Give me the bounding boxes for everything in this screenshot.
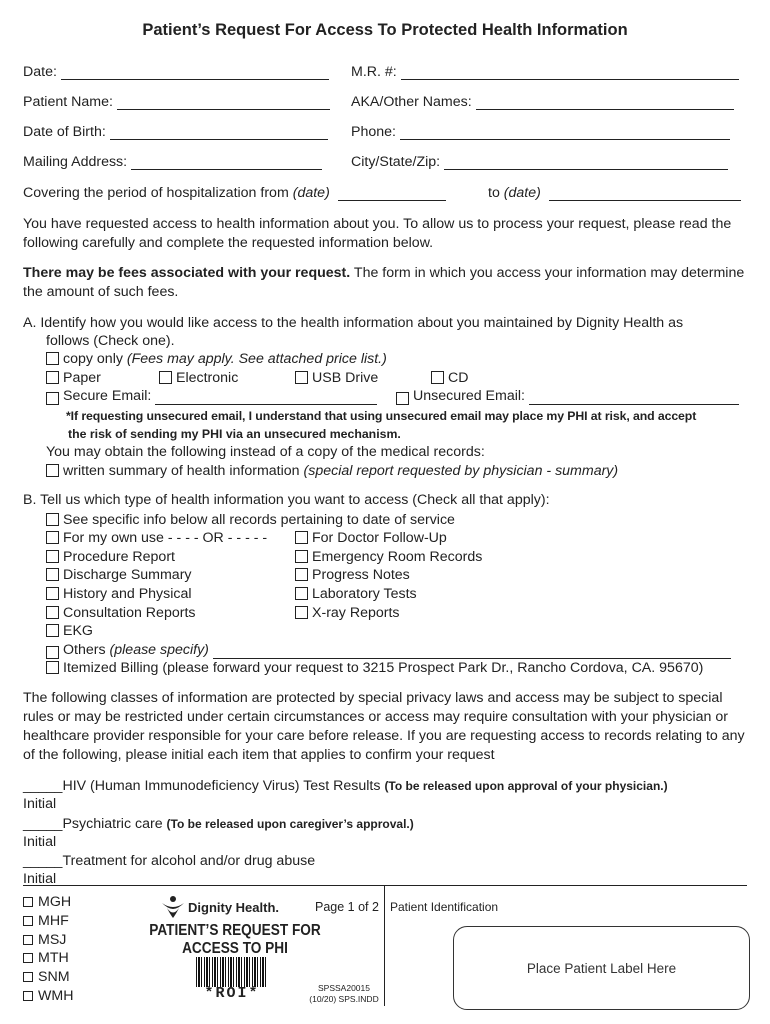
discharge-option[interactable]	[46, 566, 192, 584]
summary-option[interactable]	[46, 462, 618, 480]
patient-name-label: Patient Name:	[23, 94, 113, 110]
usb-option[interactable]	[295, 369, 378, 387]
billing-checkbox[interactable]	[46, 661, 59, 674]
initial-hiv[interactable]	[23, 777, 668, 795]
row-name-aka	[23, 94, 745, 114]
dignity-logo-icon	[160, 895, 186, 919]
initial-note: (To be released upon caregiver’s approval.)	[166, 817, 414, 831]
intro-paragraph: You have requested access to health information about you. To allow us to process your request, please read the following carefully and complete the requested information below.	[23, 216, 732, 251]
mr-label: M.R. #:	[351, 64, 397, 80]
mailing-field[interactable]	[131, 155, 322, 170]
lab-checkbox[interactable]	[295, 587, 308, 600]
own-use-checkbox[interactable]	[46, 531, 59, 544]
covering-label: Covering the period of hospitalization from	[23, 185, 289, 201]
copy-only-option[interactable]	[46, 350, 387, 368]
form-title-line2: ACCESS TO PHI	[182, 940, 288, 957]
others-option[interactable]	[46, 641, 731, 659]
warning-line1: *If requesting unsecured email, I understand that using unsecured email may place my PHI at risk, and accept	[66, 409, 697, 423]
xray-option[interactable]	[295, 604, 400, 622]
copy-only-label: copy only	[63, 351, 123, 367]
facility-item[interactable]	[23, 949, 73, 968]
electronic-option[interactable]	[159, 369, 238, 387]
consult-option[interactable]	[46, 604, 196, 622]
page-number: Page 1 of 2	[315, 900, 379, 914]
facility-item[interactable]	[23, 893, 73, 912]
er-label: Emergency Room Records	[312, 549, 483, 565]
own-use-label: For my own use - - - - OR - - - - -	[63, 530, 268, 546]
usb-label: USB Drive	[312, 370, 379, 386]
history-checkbox[interactable]	[46, 587, 59, 600]
barcode	[196, 957, 268, 987]
barcode-text: *ROI*	[204, 985, 260, 1002]
initial-text: Psychiatric care	[62, 816, 163, 832]
fees-rest: The form in which you access your information may determine the amount of such fees.	[23, 265, 745, 300]
patient-label-box[interactable]	[453, 926, 750, 1010]
summary-note: (special report requested by physician - summary)	[303, 463, 619, 479]
progress-checkbox[interactable]	[295, 568, 308, 581]
lab-option[interactable]	[295, 585, 417, 603]
facility-label: WMH	[38, 987, 74, 1004]
doctor-checkbox[interactable]	[295, 531, 308, 544]
phone-label: Phone:	[351, 124, 396, 140]
city-field[interactable]	[444, 155, 728, 170]
facility-checkbox[interactable]	[23, 935, 33, 945]
section-a-heading: A. Identify how you would like access to the health information about you maintained by Dignity Health as	[23, 315, 684, 331]
unsecured-email-label: Unsecured Email:	[413, 388, 525, 404]
others-checkbox[interactable]	[46, 646, 59, 659]
unsecured-email-option[interactable]	[396, 387, 739, 405]
doctor-label: For Doctor Follow-Up	[312, 530, 447, 546]
xray-label: X-ray Reports	[312, 605, 400, 621]
initial-blank[interactable]: _____	[23, 853, 63, 869]
row-dob-phone	[23, 124, 745, 144]
initial-blank[interactable]: _____	[23, 778, 63, 794]
date-field[interactable]	[61, 65, 329, 80]
secure-email-label: Secure Email:	[63, 388, 152, 404]
unsecured-email-checkbox[interactable]	[396, 392, 409, 405]
discharge-label: Discharge Summary	[63, 567, 192, 583]
facility-label: MTH	[38, 950, 69, 967]
patient-name-field[interactable]	[117, 95, 330, 110]
aka-label: AKA/Other Names:	[351, 94, 472, 110]
paper-label: Paper	[63, 370, 101, 386]
summary-checkbox[interactable]	[46, 464, 59, 477]
row-address-city	[23, 154, 745, 174]
form-title	[143, 922, 328, 958]
footer-rule	[23, 885, 747, 886]
protected-paragraph: The following classes of information are protected by special privacy laws and access may be subject to special rules or may be restricted under certain circumstances or access may require consultation with your physician or healthcare provider responsible for your care before release. If you are requesting access to records relating to any of the following, please initial each item that applies to confirm your request	[23, 690, 745, 763]
ekg-option[interactable]	[46, 622, 93, 640]
others-field[interactable]	[213, 644, 731, 659]
others-label: Others	[63, 642, 106, 658]
lab-label: Laboratory Tests	[312, 586, 417, 602]
er-option[interactable]	[295, 548, 482, 566]
form-code-number: SPSSA20015	[318, 983, 370, 993]
procedure-option[interactable]	[46, 548, 175, 566]
xray-checkbox[interactable]	[295, 606, 308, 619]
facility-checkbox[interactable]	[23, 897, 33, 907]
facility-checkbox[interactable]	[23, 953, 33, 963]
initial-blank[interactable]: _____	[23, 816, 63, 832]
fees-paragraph	[23, 264, 748, 302]
discharge-checkbox[interactable]	[46, 568, 59, 581]
row-covering	[23, 185, 745, 205]
covering-from-field[interactable]	[338, 186, 446, 201]
aka-field[interactable]	[476, 95, 734, 110]
instead-text: You may obtain the following instead of a copy of the medical records:	[46, 444, 485, 460]
er-checkbox[interactable]	[295, 550, 308, 563]
cd-option[interactable]	[431, 369, 469, 387]
specific-label: See specific info below all records pertaining to date of service	[63, 512, 455, 528]
covering-date2-label: (date)	[503, 185, 541, 201]
billing-label: Itemized Billing (please forward your request to 3215 Prospect Park Dr., Rancho Cordova, CA. 95670)	[63, 660, 704, 676]
progress-label: Progress Notes	[312, 567, 410, 583]
specific-checkbox[interactable]	[46, 513, 59, 526]
facility-label: SNM	[38, 969, 70, 986]
mailing-label: Mailing Address:	[23, 154, 128, 170]
facility-label: MGH	[38, 894, 72, 910]
paper-option[interactable]	[46, 369, 101, 387]
facility-item[interactable]	[23, 987, 73, 1006]
paper-checkbox[interactable]	[46, 371, 59, 384]
procedure-label: Procedure Report	[63, 549, 175, 565]
others-note: (please specify)	[109, 642, 209, 658]
city-label: City/State/Zip:	[351, 154, 441, 170]
procedure-checkbox[interactable]	[46, 550, 59, 563]
consult-label: Consultation Reports	[63, 605, 196, 621]
dob-field[interactable]	[110, 125, 328, 140]
covering-to-label: to	[488, 185, 500, 201]
page-title: Patient’s Request For Access To Protected Health Information	[142, 21, 628, 39]
form-code-date: (10/20) SPS.INDD	[309, 994, 379, 1004]
dignity-logo	[160, 895, 279, 919]
cd-label: CD	[448, 370, 469, 386]
form-code	[306, 983, 382, 1005]
consult-checkbox[interactable]	[46, 606, 59, 619]
history-option[interactable]	[46, 585, 192, 603]
warning-line2: the risk of sending my PHI via an unsecured mechanism.	[68, 427, 401, 441]
secure-email-field[interactable]	[155, 390, 377, 405]
initial-label: Initial	[23, 834, 57, 850]
initial-psych[interactable]	[23, 815, 414, 833]
billing-option[interactable]	[46, 659, 703, 677]
initial-note: (To be released upon approval of your physician.)	[384, 779, 668, 793]
dob-label: Date of Birth:	[23, 124, 106, 140]
facility-label: MSJ	[38, 931, 67, 948]
initial-label: Initial	[23, 871, 57, 887]
electronic-checkbox[interactable]	[159, 371, 172, 384]
copy-only-checkbox[interactable]	[46, 352, 59, 365]
mr-field[interactable]	[401, 65, 739, 80]
usb-checkbox[interactable]	[295, 371, 308, 384]
specific-option[interactable]	[46, 511, 455, 529]
summary-label: written summary of health information	[63, 463, 300, 479]
facility-item[interactable]	[23, 931, 73, 950]
logo-text: Dignity Health.	[188, 899, 280, 915]
secure-email-option[interactable]	[46, 387, 377, 405]
facility-checkbox[interactable]	[23, 916, 33, 926]
footer-divider	[384, 886, 385, 1006]
facility-label: MHF	[38, 912, 69, 929]
facility-checkbox[interactable]	[23, 991, 33, 1001]
patient-id-label: Patient Identification	[390, 900, 499, 914]
section-b-heading: B. Tell us which type of health information you want to access (Check all that apply):	[23, 492, 550, 508]
own-use-option[interactable]	[46, 529, 267, 547]
copy-only-note: (Fees may apply. See attached price list.)	[126, 351, 387, 367]
facility-list	[23, 893, 73, 1006]
doctor-option[interactable]	[295, 529, 447, 547]
ekg-checkbox[interactable]	[46, 624, 59, 637]
covering-date-label: (date)	[292, 185, 330, 201]
ekg-label: EKG	[63, 623, 93, 639]
row-date-mr	[23, 64, 745, 84]
covering-to-field[interactable]	[549, 186, 741, 201]
initial-label: Initial	[23, 796, 57, 812]
fees-bold: There may be fees associated with your request.	[23, 265, 351, 281]
progress-option[interactable]	[295, 566, 410, 584]
unsecured-email-field[interactable]	[529, 390, 739, 405]
cd-checkbox[interactable]	[431, 371, 444, 384]
initial-text: Treatment for alcohol and/or drug abuse	[62, 853, 316, 869]
secure-email-checkbox[interactable]	[46, 392, 59, 405]
facility-item[interactable]	[23, 968, 73, 987]
date-label: Date:	[23, 64, 57, 80]
history-label: History and Physical	[63, 586, 192, 602]
initial-text: HIV (Human Immunodeficiency Virus) Test Results	[62, 778, 381, 794]
phone-field[interactable]	[400, 125, 730, 140]
form-title-line1: PATIENT’S REQUEST FOR	[149, 922, 321, 939]
electronic-label: Electronic	[176, 370, 239, 386]
facility-item[interactable]	[23, 912, 73, 931]
facility-checkbox[interactable]	[23, 972, 33, 982]
label-placeholder: Place Patient Label Here	[526, 960, 677, 976]
initial-alcohol[interactable]	[23, 852, 315, 870]
section-a-heading2: follows (Check one).	[46, 333, 175, 349]
